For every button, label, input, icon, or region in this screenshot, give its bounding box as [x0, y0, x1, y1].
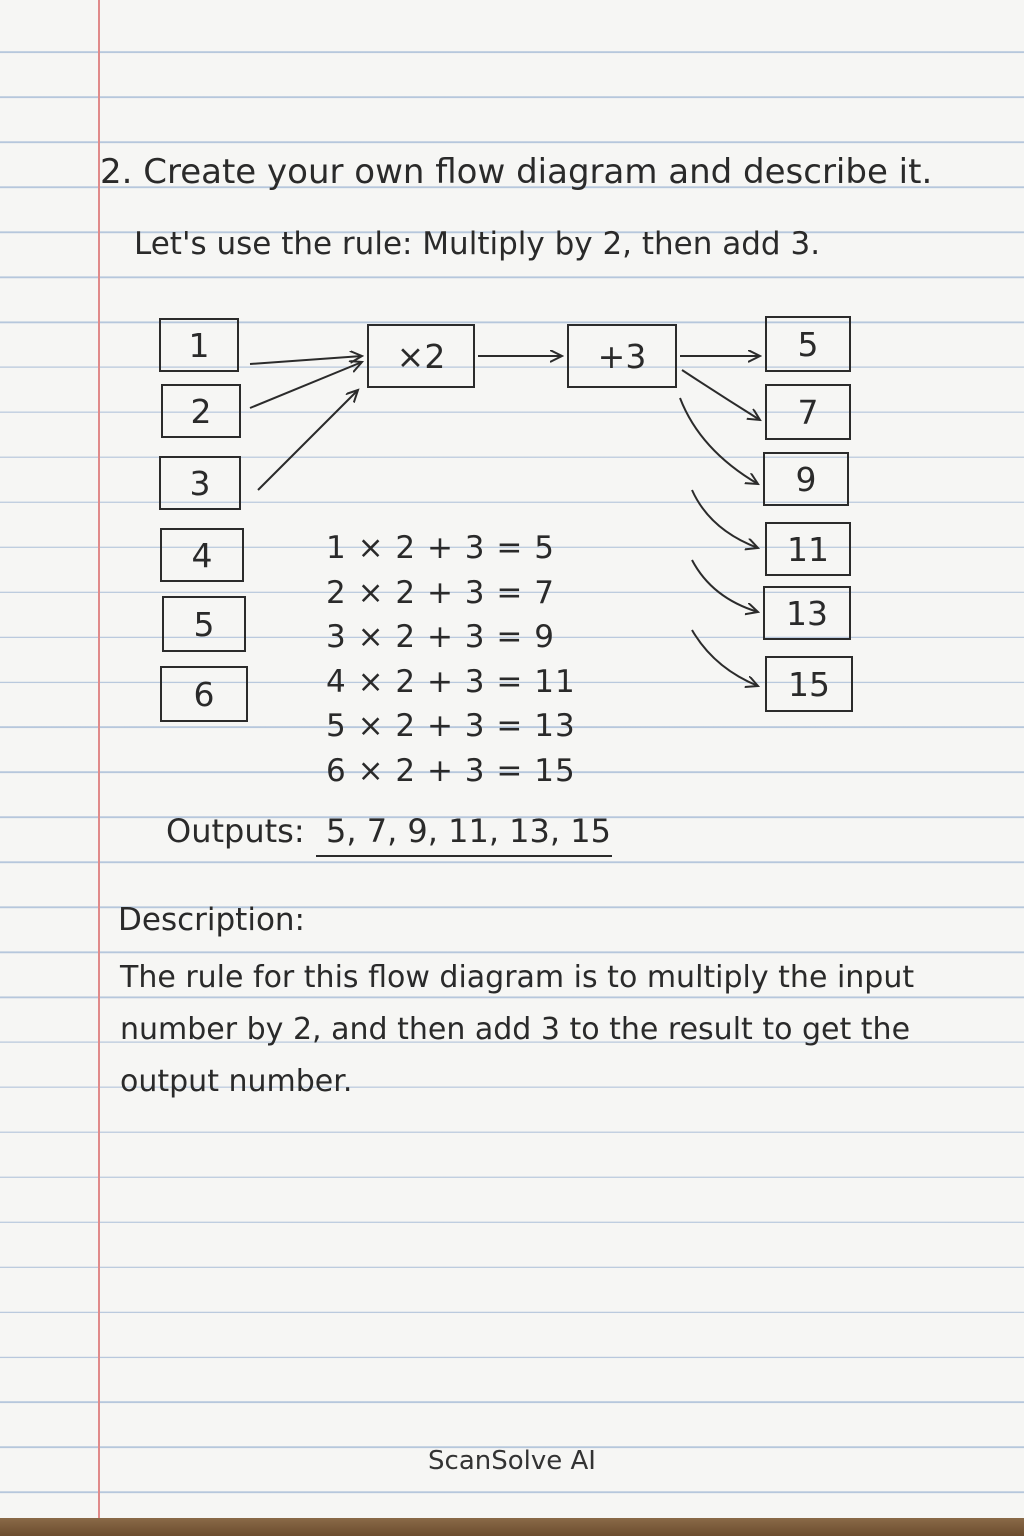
- watermark-text: ScanSolve AI: [428, 1446, 596, 1476]
- arrow-input-2-to-multiply: [250, 362, 362, 408]
- equation-line: 2 × 2 + 3 = 7: [326, 574, 555, 611]
- equation-line: 6 × 2 + 3 = 15: [326, 752, 576, 789]
- arrow-input-1-to-multiply: [250, 356, 362, 364]
- output-box: 13: [763, 586, 851, 640]
- output-box: 11: [765, 522, 851, 576]
- equation-line: 4 × 2 + 3 = 11: [326, 663, 576, 700]
- arrow-to-output-11: [692, 490, 758, 548]
- equation-line: 1 × 2 + 3 = 5: [326, 530, 555, 566]
- output-box: 15: [765, 656, 853, 712]
- add-operation-box: +3: [567, 324, 677, 388]
- outputs-underline: [316, 855, 612, 857]
- arrow-add-to-output-7: [682, 370, 760, 420]
- input-box: 1: [159, 318, 239, 372]
- input-box: 2: [161, 384, 241, 438]
- equation-line: 3 × 2 + 3 = 9: [326, 619, 555, 655]
- arrow-to-output-13: [692, 560, 758, 612]
- input-box: 3: [159, 456, 241, 510]
- multiply-operation-box: ×2: [367, 324, 475, 388]
- arrow-input-3-to-multiply: [258, 390, 358, 490]
- description-heading: Description:: [118, 902, 305, 938]
- equation-list: [326, 526, 576, 793]
- desk-surface: [0, 1518, 1024, 1536]
- question-title: 2. Create your own flow diagram and describe it.: [100, 152, 933, 192]
- outputs-value: 5, 7, 9, 11, 13, 15: [326, 812, 611, 850]
- equation-line: 5 × 2 + 3 = 13: [326, 708, 576, 744]
- output-box: 9: [763, 452, 849, 506]
- description-body: The rule for this flow diagram is to multiply the input number by 2, and then add 3 to the result to get the output number.: [120, 960, 915, 1099]
- outputs-label: Outputs:: [166, 812, 305, 850]
- arrow-to-output-15: [692, 630, 758, 686]
- input-box: 4: [160, 528, 244, 582]
- input-box: 5: [162, 596, 246, 652]
- input-box: 6: [160, 666, 248, 722]
- output-box: 5: [765, 316, 851, 372]
- rule-statement: Let's use the rule: Multiply by 2, then add 3.: [134, 226, 821, 262]
- output-box: 7: [765, 384, 851, 440]
